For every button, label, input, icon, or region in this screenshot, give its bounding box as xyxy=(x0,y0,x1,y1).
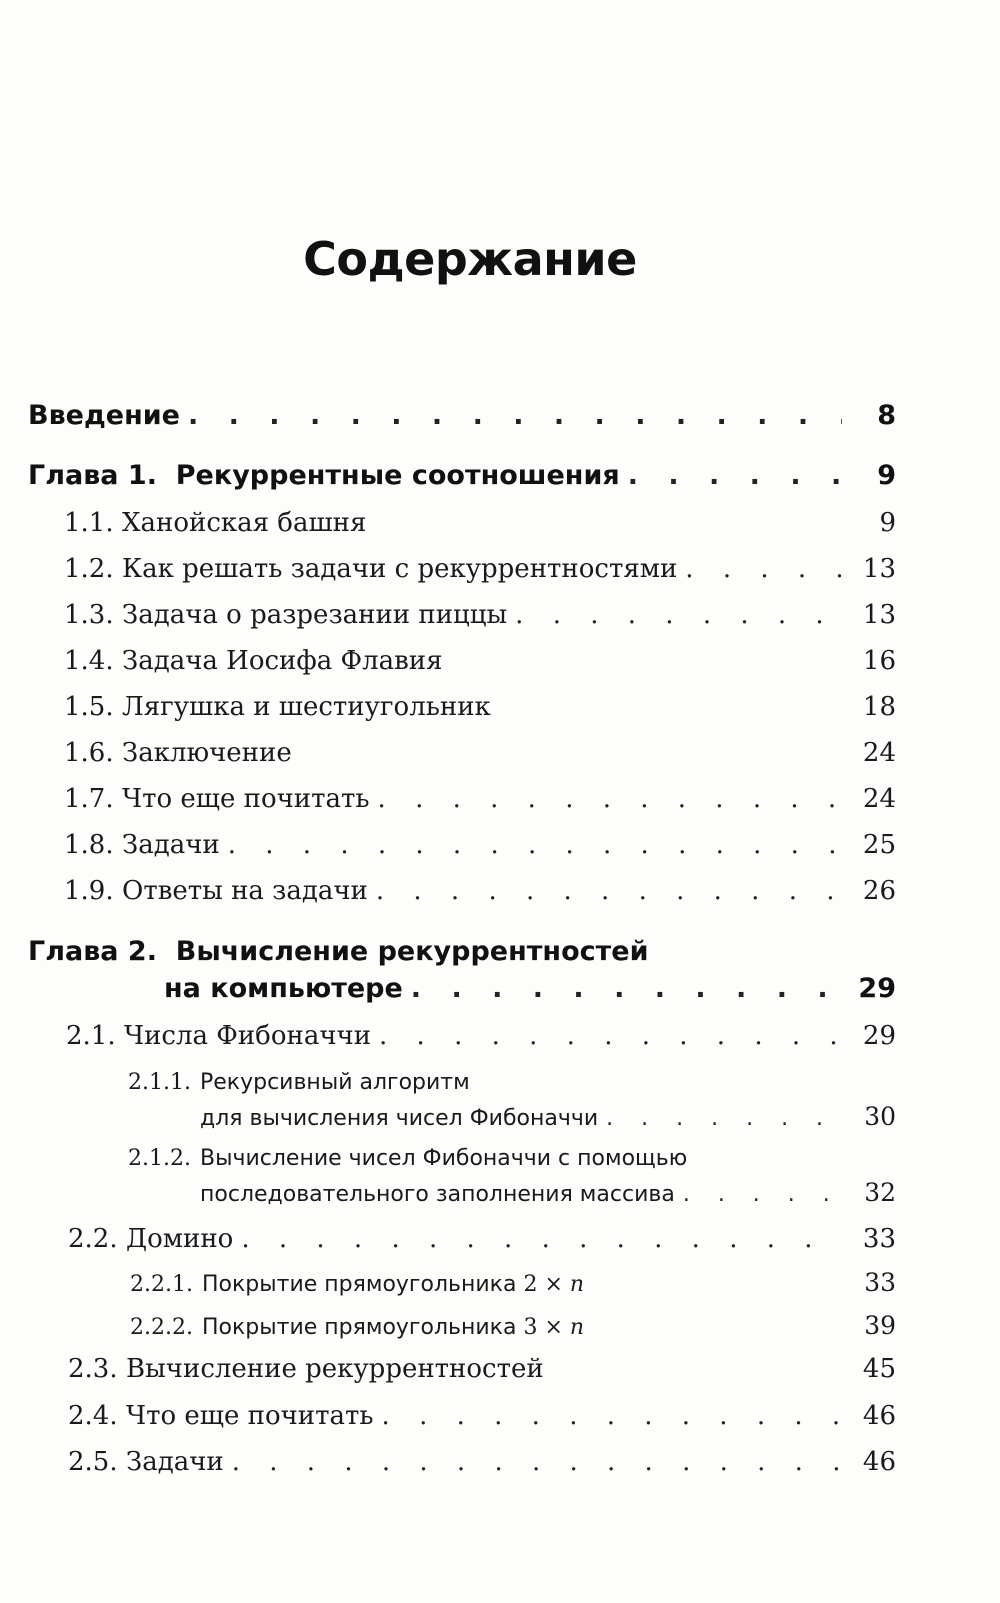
toc-entry-chapter-2[interactable] xyxy=(164,973,896,1004)
section-title: Ханойская башня xyxy=(122,508,367,538)
section-title: Задача Иосифа Флавия xyxy=(122,646,443,676)
dot-leader xyxy=(241,1224,842,1254)
section-title: Лягушка и шестиугольник xyxy=(122,692,491,722)
subsection-title: Покрытие прямоугольника xyxy=(202,1272,517,1297)
page-number: 24 xyxy=(862,784,896,814)
chapter-title: Вычисление рекуррентностей xyxy=(175,936,649,967)
section-number: 2.1. xyxy=(66,1021,116,1051)
page-number: 45 xyxy=(862,1354,896,1384)
toc-entry-section[interactable] xyxy=(66,1021,896,1051)
page-number: 13 xyxy=(862,554,896,584)
dot-leader xyxy=(379,1021,842,1051)
toc-entry-section[interactable] xyxy=(64,554,896,584)
section-title: Как решать задачи с рекуррентностями xyxy=(122,554,678,584)
section-number: 1.7. xyxy=(64,784,114,814)
toc-entry-section[interactable] xyxy=(64,784,896,814)
math-dimensions xyxy=(523,1272,584,1297)
page-number: 32 xyxy=(864,1178,896,1207)
page-title: Содержание xyxy=(303,232,637,286)
toc-entry-section[interactable] xyxy=(64,600,896,630)
section-title: Заключение xyxy=(122,738,292,768)
toc-entry-subsection[interactable] xyxy=(130,1311,896,1340)
toc-entry-chapter-2-line1[interactable] xyxy=(28,936,649,967)
subsection-title: Рекурсивный алгоритм xyxy=(200,1070,470,1095)
toc-entry-label xyxy=(28,460,620,491)
toc-entry-subsection[interactable] xyxy=(200,1178,896,1207)
chapter-label: Глава 2. xyxy=(28,936,157,967)
section-number: 1.3. xyxy=(64,600,114,630)
section-number: 1.6. xyxy=(64,738,114,768)
toc-entry-label: Введение xyxy=(28,400,180,431)
section-title: Что еще почитать xyxy=(122,784,370,814)
toc-entry-chapter-1[interactable] xyxy=(28,460,896,491)
section-title: Домино xyxy=(126,1224,234,1254)
page-number: 30 xyxy=(864,1102,896,1131)
dot-leader xyxy=(232,1447,842,1477)
chapter-label: Глава 1. xyxy=(28,460,157,491)
math-dim-a: 2 xyxy=(523,1272,538,1297)
section-title: Что еще почитать xyxy=(126,1401,374,1431)
section-number: 2.5. xyxy=(68,1447,118,1477)
page-number: 33 xyxy=(864,1268,896,1297)
subsection-number: 2.2.1. xyxy=(130,1272,193,1297)
subsection-number: 2.1.1. xyxy=(128,1070,191,1095)
section-number: 1.5. xyxy=(64,692,114,722)
page-number: 46 xyxy=(862,1401,896,1431)
dot-leader xyxy=(515,600,842,630)
page-number: 9 xyxy=(879,508,896,538)
toc-entry-section[interactable] xyxy=(64,692,896,722)
page-number: 29 xyxy=(858,973,896,1004)
toc-entry-section[interactable] xyxy=(64,876,896,906)
subsection-title: Вычисление чисел Фибоначчи с помощью xyxy=(200,1146,688,1171)
math-times: × xyxy=(544,1315,563,1340)
toc-entry-section[interactable] xyxy=(68,1224,896,1254)
section-number: 1.2. xyxy=(64,554,114,584)
section-number: 1.1. xyxy=(64,508,114,538)
dot-leader xyxy=(685,554,842,584)
page-number: 13 xyxy=(862,600,896,630)
dot-leader xyxy=(606,1106,842,1131)
dot-leader xyxy=(228,830,842,860)
toc-entry-section[interactable] xyxy=(64,646,896,676)
dot-leader xyxy=(376,876,842,906)
toc-entry-section[interactable] xyxy=(68,1447,896,1477)
page-number: 29 xyxy=(862,1021,896,1051)
section-number: 2.4. xyxy=(68,1401,118,1431)
toc-entry-subsection[interactable] xyxy=(200,1102,896,1131)
page-number: 39 xyxy=(864,1311,896,1340)
chapter-title-continued: на компьютере xyxy=(164,973,403,1004)
toc-entry-section[interactable] xyxy=(68,1401,896,1431)
toc-entry-section[interactable] xyxy=(64,508,896,538)
toc-entry-section[interactable] xyxy=(68,1354,896,1384)
page-number: 18 xyxy=(862,692,896,722)
toc-entry-subsection[interactable] xyxy=(130,1268,896,1297)
subsection-title: Покрытие прямоугольника xyxy=(202,1315,517,1340)
subsection-title-continued: для вычисления чисел Фибоначчи xyxy=(200,1106,599,1131)
toc-entry-intro[interactable] xyxy=(28,400,896,431)
dot-leader xyxy=(411,973,841,1004)
math-dim-a: 3 xyxy=(523,1315,538,1340)
section-title: Числа Фибоначчи xyxy=(124,1021,372,1051)
section-title: Задача о разрезании пиццы xyxy=(122,600,508,630)
dot-leader xyxy=(683,1182,842,1207)
page-number: 9 xyxy=(877,460,896,491)
math-dimensions xyxy=(523,1315,584,1340)
subsection-title-continued: последовательного заполнения массива xyxy=(200,1182,675,1207)
subsection-number: 2.2.2. xyxy=(130,1315,193,1340)
toc-entry-subsection-line1[interactable] xyxy=(128,1146,687,1171)
section-number: 2.2. xyxy=(68,1224,118,1254)
section-number: 1.9. xyxy=(64,876,114,906)
page-number: 33 xyxy=(862,1224,896,1254)
section-title: Вычисление рекуррентностей xyxy=(126,1354,544,1384)
page-number: 26 xyxy=(862,876,896,906)
toc-entry-subsection-line1[interactable] xyxy=(128,1070,470,1095)
subsection-number: 2.1.2. xyxy=(128,1146,191,1171)
page-number: 24 xyxy=(862,738,896,768)
dot-leader xyxy=(628,460,842,491)
chapter-title: Рекуррентные соотношения xyxy=(175,460,620,491)
section-number: 2.3. xyxy=(68,1354,118,1384)
section-title: Ответы на задачи xyxy=(122,876,368,906)
section-number: 1.8. xyxy=(64,830,114,860)
section-number: 1.4. xyxy=(64,646,114,676)
dot-leader xyxy=(378,784,842,814)
page-number: 16 xyxy=(862,646,896,676)
page-number: 46 xyxy=(862,1447,896,1477)
toc-entry-section[interactable] xyxy=(64,830,896,860)
page-number: 25 xyxy=(862,830,896,860)
section-title: Задачи xyxy=(122,830,220,860)
dot-leader xyxy=(188,400,842,431)
toc-entry-section[interactable] xyxy=(64,738,896,768)
math-dim-b: n xyxy=(569,1272,585,1297)
math-times: × xyxy=(544,1272,563,1297)
math-dim-b: n xyxy=(569,1315,585,1340)
page-number: 8 xyxy=(877,400,896,431)
dot-leader xyxy=(382,1401,842,1431)
section-title: Задачи xyxy=(126,1447,224,1477)
